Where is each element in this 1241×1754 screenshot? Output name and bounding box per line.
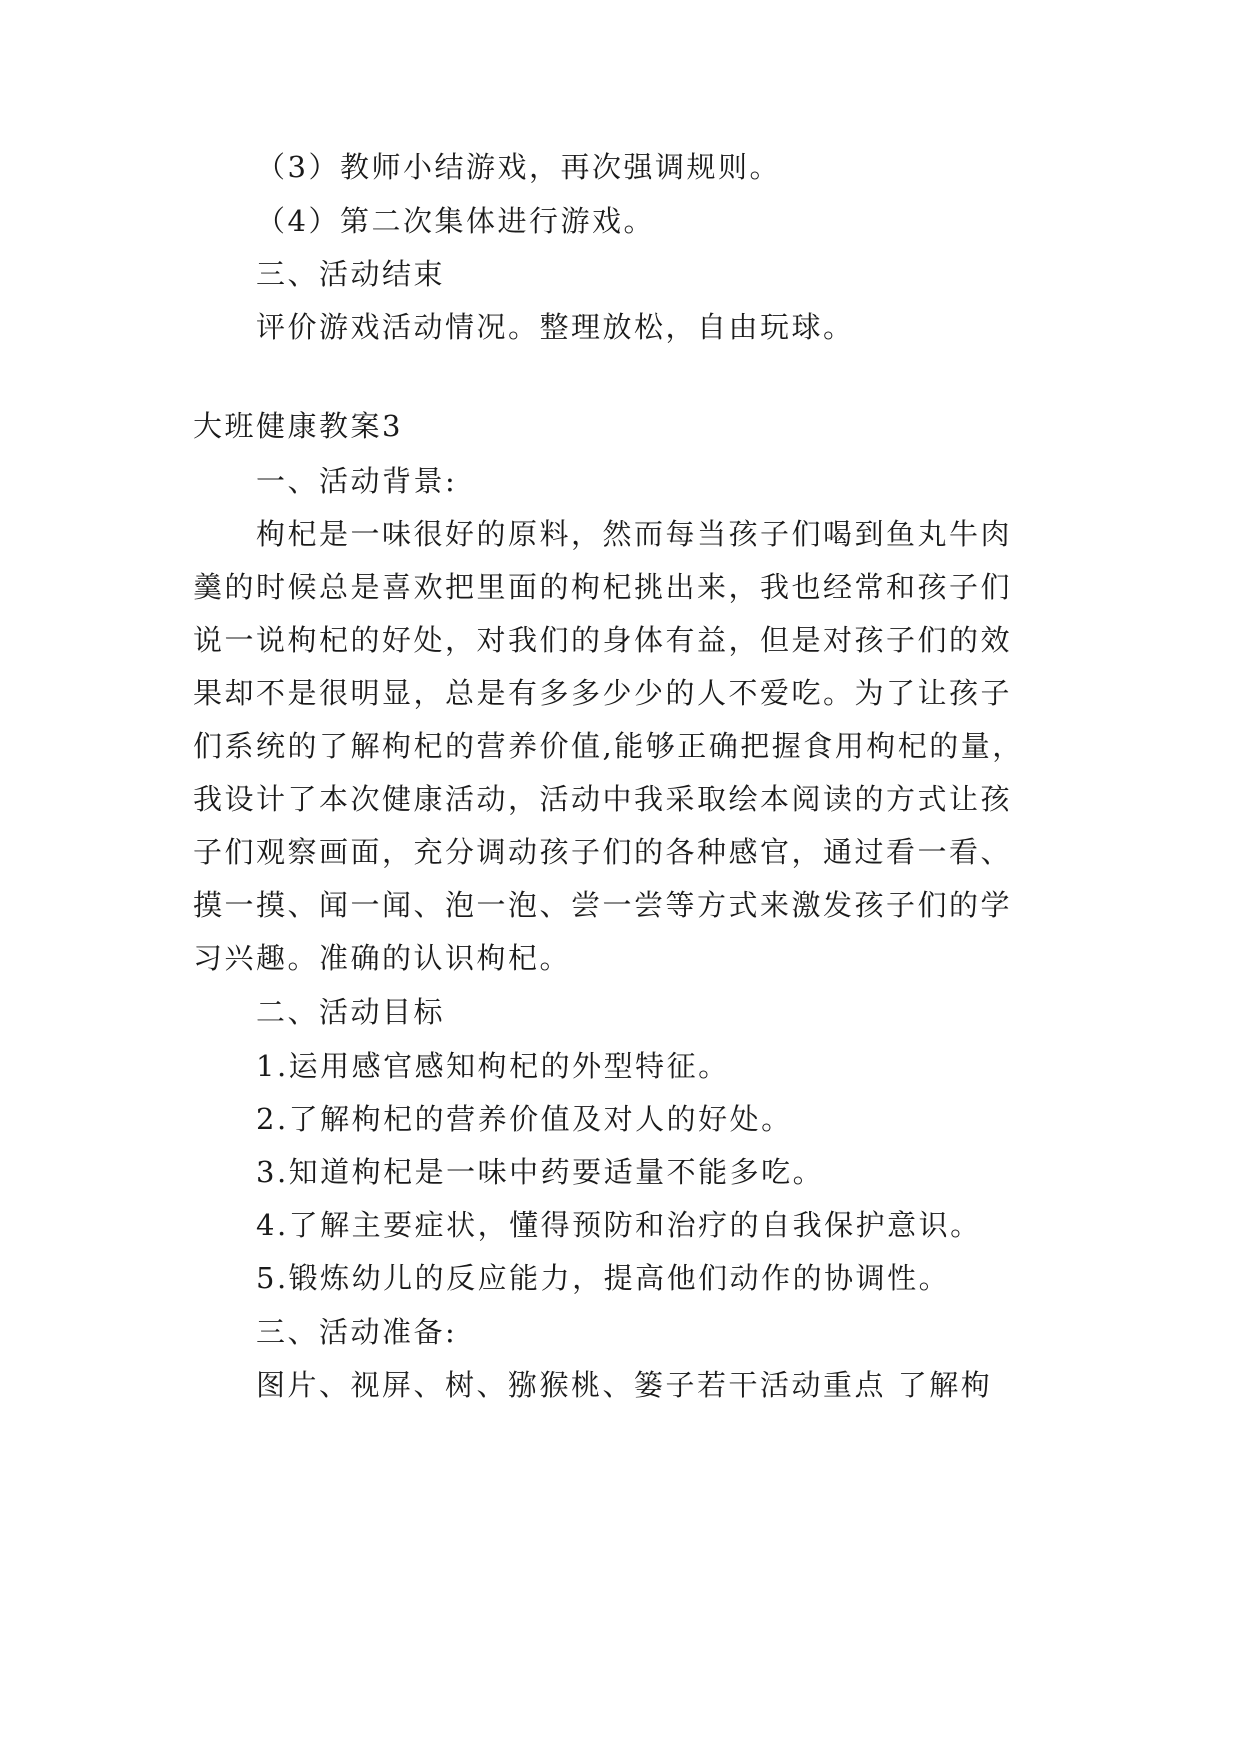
prep-heading: 三、活动准备: — [256, 1315, 458, 1349]
background-line: 果却不是很明显，总是有多多少少的人不爱吃。为了让孩子 — [193, 676, 1013, 710]
activity-end-text: 评价游戏活动情况。整理放松，自由玩球。 — [256, 310, 855, 344]
activity-end-heading: 三、活动结束 — [256, 257, 446, 291]
prep-text: 图片、视屏、树、猕猴桃、篓子若干活动重点 了解枸 — [256, 1368, 993, 1402]
background-line: 枸杞是一味很好的原料，然而每当孩子们喝到鱼丸牛肉 — [256, 517, 1013, 551]
goals-heading: 二、活动目标 — [256, 995, 446, 1029]
goal-item: 2.了解枸杞的营养价值及对人的好处。 — [256, 1102, 793, 1136]
goal-item: 5.锻炼幼儿的反应能力，提高他们动作的协调性。 — [256, 1261, 951, 1295]
background-line: 们系统的了解枸杞的营养价值,能够正确把握食用枸杞的量， — [193, 729, 1024, 763]
background-line: 子们观察画面，充分调动孩子们的各种感官，通过看一看、 — [193, 835, 1013, 869]
background-line: 我设计了本次健康活动，活动中我采取绘本阅读的方式让孩 — [193, 782, 1013, 816]
game-step-4: （4）第二次集体进行游戏。 — [256, 204, 655, 238]
goal-item: 3.知道枸杞是一味中药要适量不能多吃。 — [256, 1155, 825, 1189]
background-line: 摸一摸、闻一闻、泡一泡、尝一尝等方式来激发孩子们的学 — [193, 888, 1013, 922]
goal-item: 1.运用感官感知枸杞的外型特征。 — [256, 1049, 730, 1083]
game-step-3: （3）教师小结游戏，再次强调规则。 — [256, 150, 781, 184]
section-title: 大班健康教案3 — [193, 409, 403, 443]
background-line: 习兴趣。准确的认识枸杞。 — [193, 941, 572, 975]
background-heading: 一、活动背景: — [256, 464, 458, 498]
goal-item: 4.了解主要症状，懂得预防和治疗的自我保护意识。 — [256, 1208, 982, 1242]
background-line: 说一说枸杞的好处，对我们的身体有益，但是对孩子们的效 — [193, 623, 1013, 657]
background-line: 羹的时候总是喜欢把里面的枸杞挑出来，我也经常和孩子们 — [193, 570, 1013, 604]
